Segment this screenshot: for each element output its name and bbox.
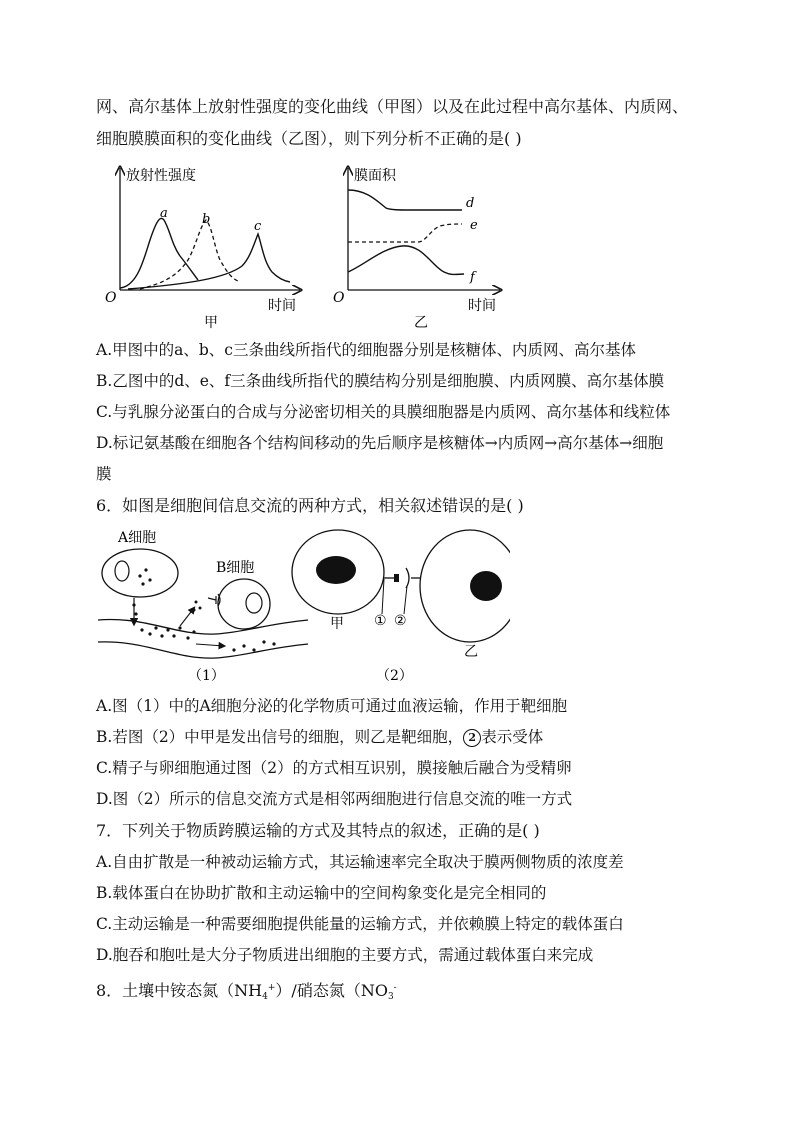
nh-subscript: 4 [262, 992, 268, 1002]
x-axis-label: 时间 [468, 298, 496, 314]
curve-f [348, 246, 464, 275]
cell-yi-nucleus [470, 571, 502, 601]
y-axis-label: 放射性强度 [126, 168, 196, 184]
q7-option-b: B.载体蛋白在协助扩散和主动运输中的空间构象变化是完全相同的 [96, 884, 547, 902]
q6-option-b-text: B.若图（2）中甲是发出信号的细胞，则乙是靶细胞， [96, 728, 464, 746]
marker-1: ① [374, 613, 387, 629]
q8-stem-b: ）/硝态氮（NO [275, 981, 388, 1000]
circled-number-2: 2 [463, 729, 481, 747]
no-subscript: 3 [387, 992, 394, 1002]
q7-stem: 7．下列关于物质跨膜运输的方式及其特点的叙述，正确的是( ) [96, 821, 540, 840]
curve-e-label: e [470, 218, 478, 233]
cell-a-nucleus [115, 561, 129, 581]
q5-stem-line2: 细胞膜膜面积的变化曲线（乙图），则下列分析不正确的是( ) [96, 129, 522, 148]
cell-a [102, 549, 178, 597]
blood-vessel-wall-top [98, 619, 308, 634]
figure-jia [100, 160, 310, 335]
q5-option-d: D.标记氨基酸在细胞各个结构间移动的先后顺序是核糖体→内质网→高尔基体→细胞 [96, 434, 664, 452]
curve-a [120, 218, 198, 288]
curve-c [128, 234, 290, 289]
curve-b [140, 220, 240, 289]
q6-option-a: A.图（1）中的A细胞分泌的化学物质可通过血液运输，作用于靶细胞 [96, 697, 568, 715]
q5-option-b: B.乙图中的d、e、f三条曲线所指代的膜结构分别是细胞膜、内质网膜、高尔基体膜 [96, 372, 665, 390]
q6-option-c: C.精子与卵细胞通过图（2）的方式相互识别，膜接触后融合为受精卵 [96, 759, 572, 777]
signal-molecule [394, 574, 399, 582]
origin-label: O [105, 290, 117, 306]
cell-b-label: B细胞 [216, 560, 255, 576]
cell-b-nucleus [246, 593, 262, 613]
curve-d-label: d [466, 196, 475, 211]
figure-caption: 甲 [204, 315, 218, 331]
receptor [406, 568, 409, 588]
curve-f-label: f [470, 270, 475, 285]
cell-jia-nucleus [316, 556, 356, 584]
q5-option-c: C.与乳腺分泌蛋白的合成与分泌密切相关的具膜细胞器是内质网、高尔基体和线粒体 [96, 403, 671, 421]
curve-d [348, 190, 462, 210]
curve-b-label: b [202, 212, 211, 227]
x-axis-label: 时间 [268, 298, 296, 314]
q8-stem-a: 8．土壤中铵态氮（NH [96, 981, 263, 1000]
q7-option-d: D.胞吞和胞吐是大分子物质进出细胞的主要方式，需通过载体蛋白来完成 [96, 946, 594, 964]
q6-option-b [96, 726, 543, 748]
nh-superscript: + [267, 983, 276, 993]
figure-caption: 乙 [414, 315, 428, 331]
q6-option-b-tail: 表示受体 [481, 728, 544, 746]
cell-jia-label: 甲 [330, 616, 344, 632]
cell-a-label: A细胞 [118, 530, 157, 546]
q7-option-c: C.主动运输是一种需要细胞提供能量的运输方式，并依赖膜上特定的载体蛋白 [96, 915, 624, 933]
y-axis-label: 膜面积 [354, 168, 396, 184]
cell-yi-label: 乙 [464, 644, 478, 660]
marker-2: ② [394, 613, 407, 629]
origin-label: O [333, 290, 345, 306]
figure-yi [330, 160, 510, 335]
q6-stem: 6．如图是细胞间信息交流的两种方式，相关叙述错误的是( ) [96, 496, 524, 515]
q7-option-a: A.自由扩散是一种被动运输方式，其运输速率完全取决于膜两侧物质的浓度差 [96, 853, 624, 871]
q5-option-d-continued: 膜 [96, 465, 112, 483]
q8-stem [96, 977, 397, 1008]
figure-2-caption: （2） [376, 668, 413, 684]
q6-option-d: D.图（2）所示的信息交流方式是相邻两细胞进行信息交流的唯一方式 [96, 790, 573, 808]
figure-2-contact [290, 524, 510, 689]
curve-a-label: a [160, 206, 168, 221]
q5-stem-line1: 网、高尔基体上放射性强度的变化曲线（甲图）以及在此过程中高尔基体、内质网、 [96, 97, 689, 116]
q5-option-a: A.甲图中的a、b、c三条曲线所指代的细胞器分别是核糖体、内质网、高尔基体 [96, 341, 636, 359]
figure-1-caption: （1） [188, 668, 225, 684]
curve-c-label: c [254, 219, 262, 234]
figure-1-endocrine [96, 524, 316, 689]
curve-e [348, 224, 462, 242]
no-superscript: - [393, 983, 397, 993]
